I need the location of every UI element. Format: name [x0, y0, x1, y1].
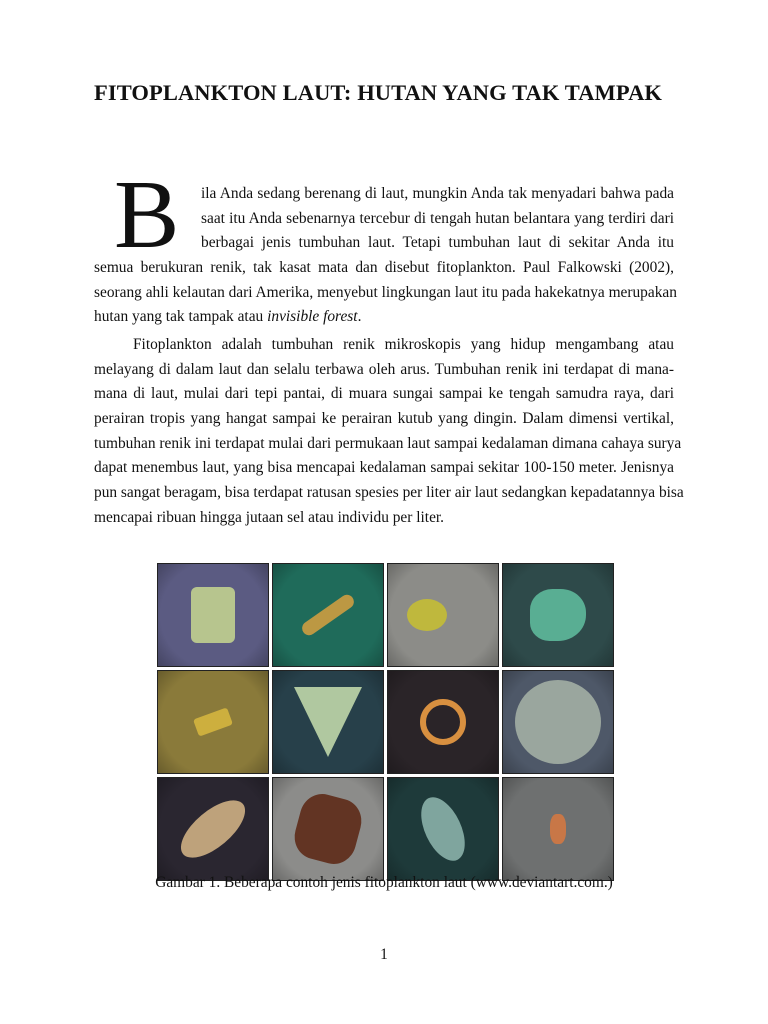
text-line: ila Anda sedang berenang di laut, mungkin Anda tak menyadari bahwa pada	[201, 185, 674, 202]
figure-caption: Gambar 1. Beberapa contoh jenis fitoplankton laut (www.deviantart.com.)	[155, 874, 613, 891]
organism-shape	[294, 687, 362, 757]
phytoplankton-image	[272, 563, 384, 667]
text-line	[94, 307, 674, 327]
organism-shape	[420, 699, 466, 745]
text-line: melayang di dalam laut dan selalu terbawa oleh arus. Tumbuhan renik ini terdapat di mana-	[94, 361, 674, 378]
phytoplankton-image	[157, 670, 269, 774]
text: hutan yang tak tampak atau	[94, 308, 268, 325]
text: .	[357, 308, 362, 325]
text-line: Fitoplankton adalah tumbuhan renik mikroskopis yang hidup mengambang atau	[133, 336, 674, 353]
organism-shape	[193, 707, 233, 736]
organism-shape	[407, 599, 447, 631]
text-line: semua berukuran renik, tak kasat mata dan disebut fitoplankton. Paul Falkowski (2002),	[94, 259, 674, 276]
text-line: berbagai jenis tumbuhan laut. Tetapi tumbuhan laut di sekitar Anda itu	[201, 234, 674, 251]
phytoplankton-image-grid	[157, 563, 615, 881]
phytoplankton-image	[272, 670, 384, 774]
document-title: FITOPLANKTON LAUT: HUTAN YANG TAK TAMPAK	[94, 80, 663, 105]
organism-shape	[550, 814, 566, 844]
text-line: mana di laut, mulai dari tepi pantai, di muara sungai sampai ke tengah samudra raya, dari	[94, 385, 674, 402]
phytoplankton-image	[387, 563, 499, 667]
text-line: seorang ahli kelautan dari Amerika, menyebut lingkungan laut itu pada hakekatnya merupakan	[94, 284, 677, 301]
phytoplankton-image	[272, 777, 384, 881]
organism-shape	[412, 791, 473, 868]
organism-shape	[172, 790, 255, 868]
phytoplankton-image	[157, 777, 269, 881]
phytoplankton-image	[502, 563, 614, 667]
organism-shape	[299, 592, 356, 638]
page-number: 1	[380, 946, 388, 963]
phytoplankton-image	[502, 670, 614, 774]
text-line: pun sangat beragam, bisa terdapat ratusan spesies per liter air laut sedangkan kepadatannya bisa	[94, 484, 684, 501]
phytoplankton-image	[387, 670, 499, 774]
text-line: dapat menembus laut, yang bisa mencapai kedalaman sampai sekitar 100-150 meter. Jenisnya	[94, 459, 674, 476]
text-line: perairan tropis yang hangat sampai ke perairan kutub yang dingin. Dalam dimensi vertikal,	[94, 410, 674, 427]
phytoplankton-image	[502, 777, 614, 881]
phytoplankton-image	[157, 563, 269, 667]
organism-shape	[530, 589, 586, 641]
organism-shape	[515, 680, 601, 764]
drop-cap: B	[114, 161, 180, 269]
text-line: saat itu Anda sebenarnya tercebur di tengah hutan belantara yang terdiri dari	[201, 210, 674, 227]
organism-shape	[191, 587, 235, 643]
italic-term: invisible forest	[267, 308, 358, 325]
text-line: mencapai ribuan hingga jutaan sel atau individu per liter.	[94, 509, 445, 526]
text-line: tumbuhan renik ini terdapat mulai dari permukaan laut sampai kedalaman dimana cahaya surya	[94, 435, 682, 452]
phytoplankton-image	[387, 777, 499, 881]
organism-shape	[290, 789, 367, 869]
